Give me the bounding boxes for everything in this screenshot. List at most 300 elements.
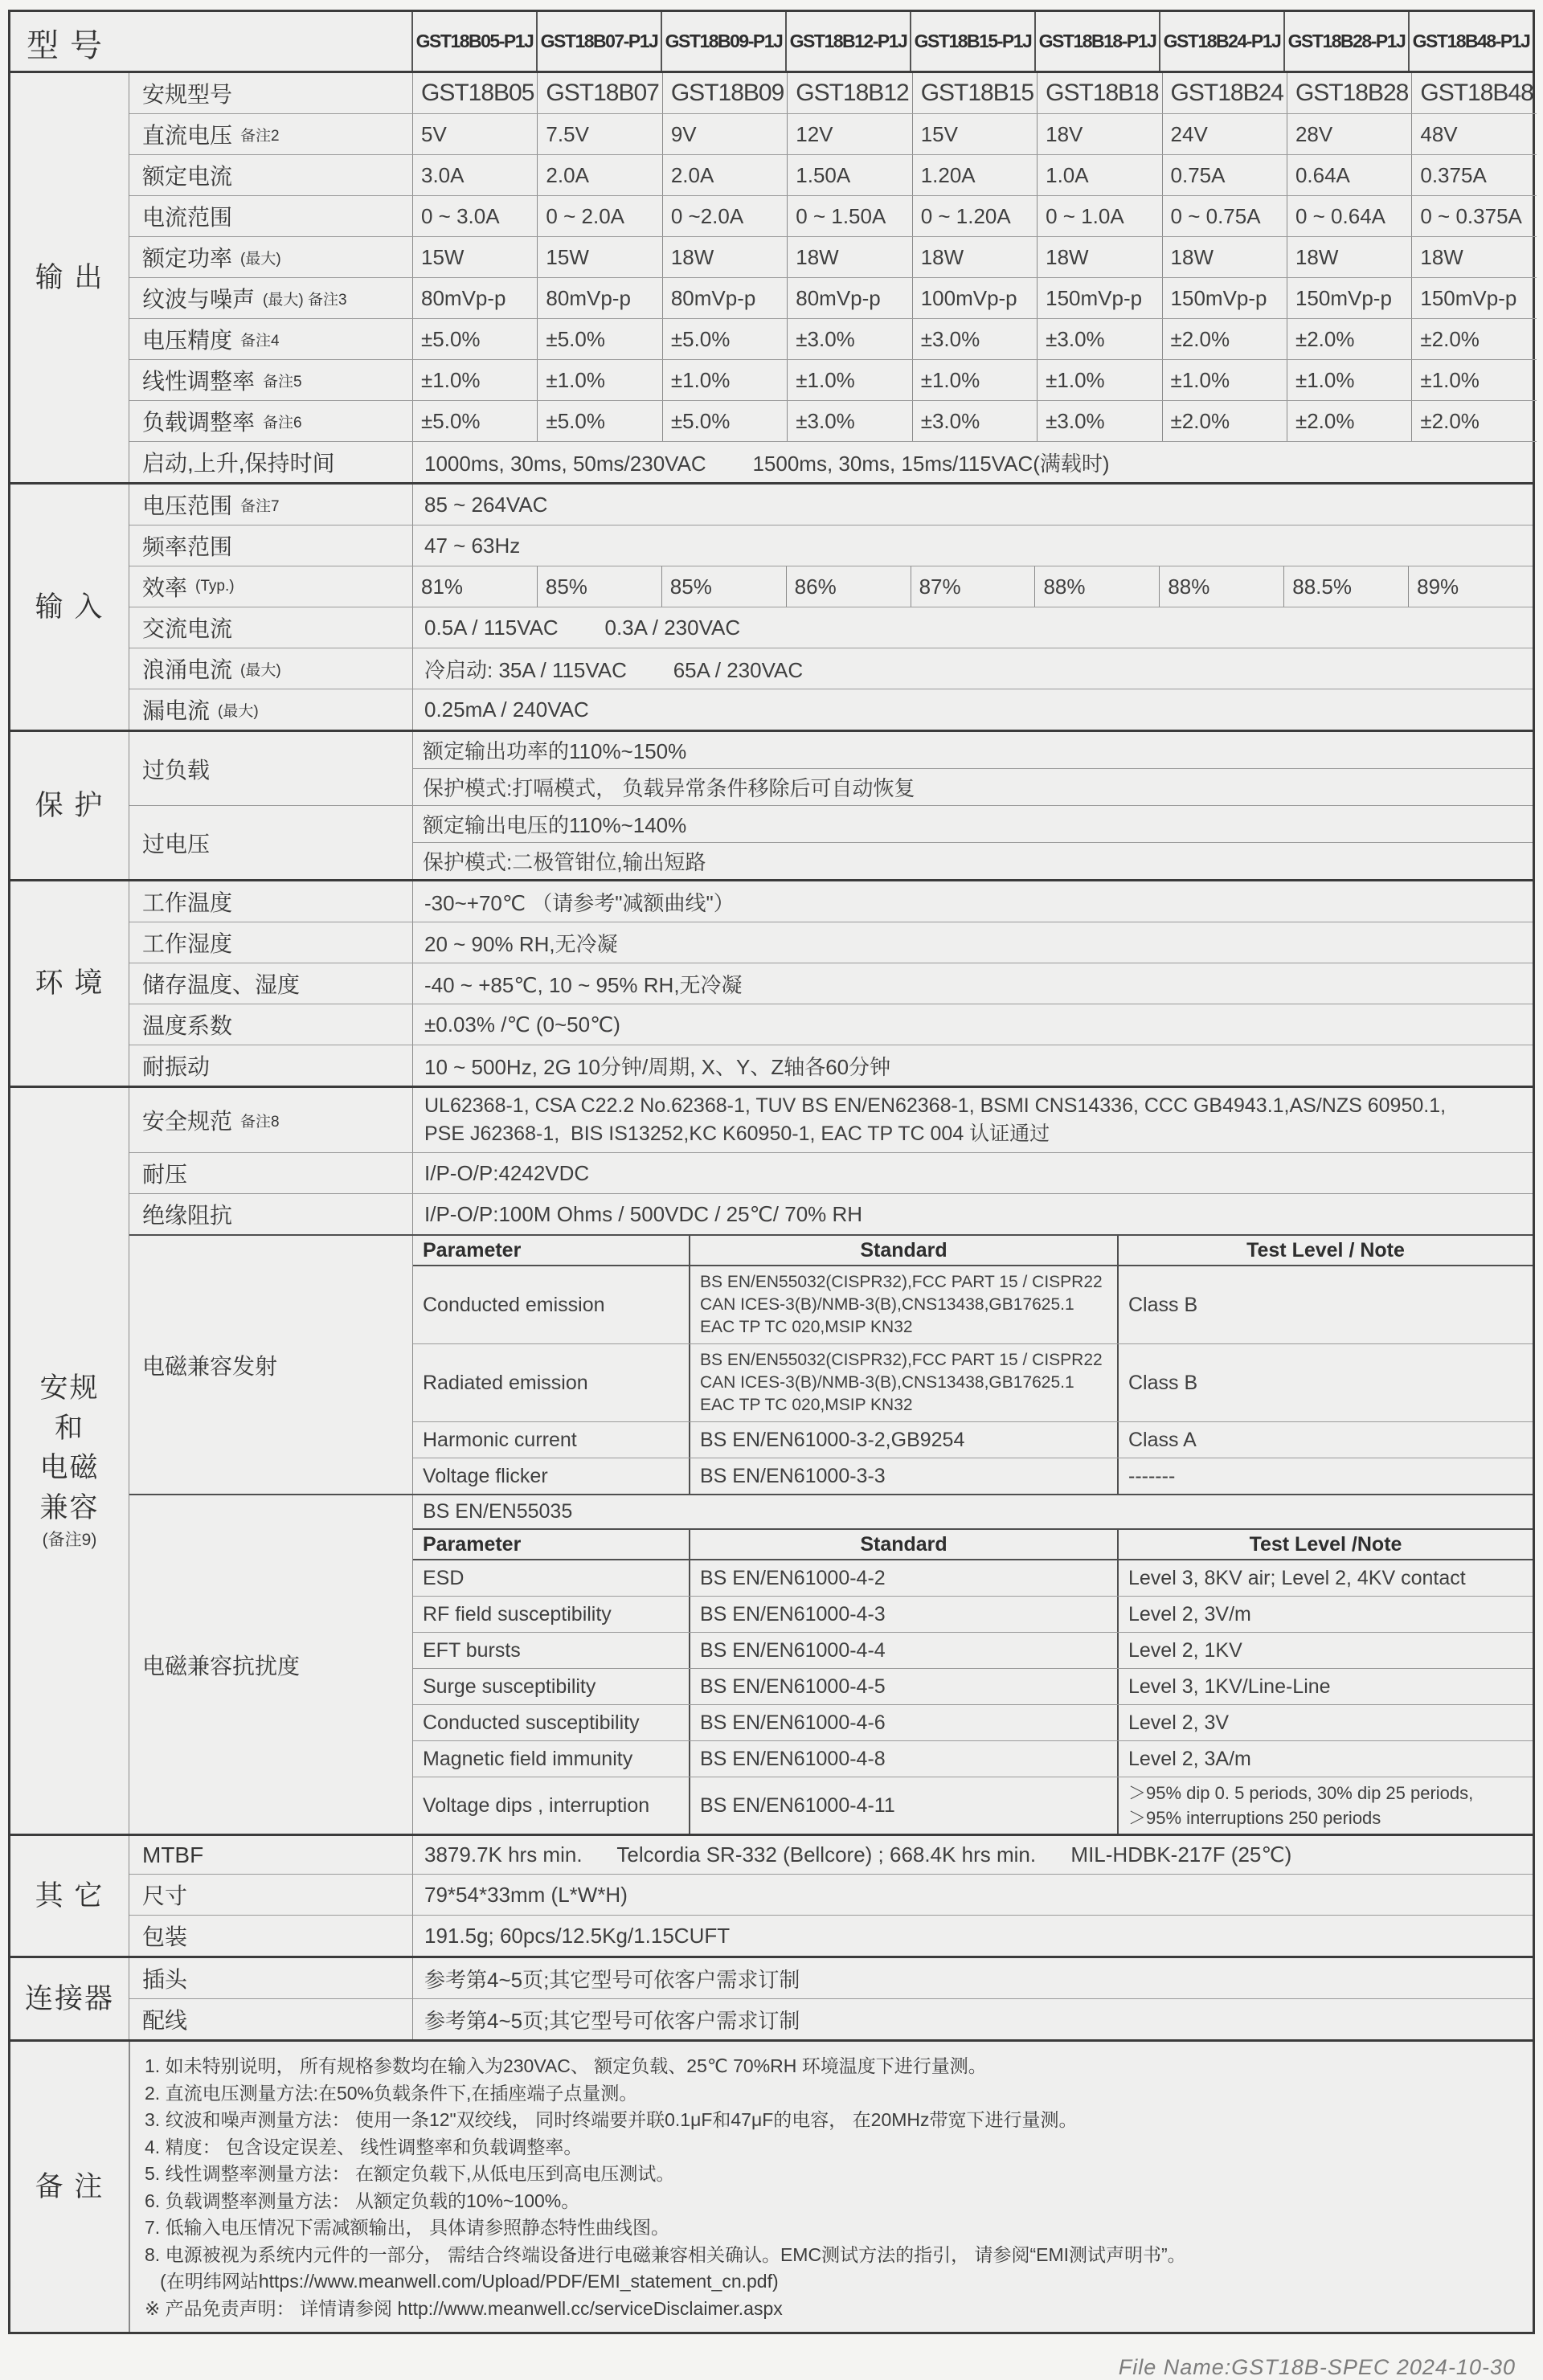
spec-row (129, 881, 1533, 922)
spec-row-label (129, 196, 412, 236)
spec-row (129, 236, 1537, 277)
section-connector (10, 1956, 1533, 2039)
emc-table-header (413, 1530, 1533, 1560)
spec-row (129, 689, 1533, 730)
spec-row (129, 1088, 1533, 1152)
spec-label-note: 备注6 (263, 414, 302, 431)
emc-level-line: Class A (1128, 1428, 1197, 1451)
spec-row-label (129, 319, 412, 359)
spec-span-cell: -30~+70℃ （请参考"减额曲线"） (412, 881, 1533, 922)
spec-label-text: 插头 (142, 1967, 188, 1992)
emc-standard-cell (689, 1741, 1117, 1777)
spec-label-text: 工作温度 (142, 890, 233, 915)
category-label: 和 (54, 1412, 84, 1444)
spec-label-note: 备注8 (240, 1113, 280, 1131)
spec-value-cell: ±5.0% (537, 319, 661, 359)
span-line: UL62368-1, CSA C22.2 No.62368-1, TUV BS EN/EN62368-1, BSMI CNS14336, CCC GB4943.1,AS/NZS 60950.1, (424, 1094, 1447, 1117)
spec-row-label (129, 566, 412, 607)
emc-level-line: Level 2, 3V (1128, 1711, 1230, 1734)
file-name-footer: File Name:GST18B-SPEC 2024-10-30 (1118, 2355, 1516, 2379)
spec-row-label (129, 806, 412, 879)
emc-table-row (413, 1740, 1533, 1777)
emc-header-cell: Parameter (423, 1238, 522, 1262)
spec-value-cell: ±5.0% (662, 401, 787, 441)
spec-label-text: MTBF (142, 1842, 204, 1867)
emc-standard-cell (689, 1597, 1117, 1632)
section-rows (129, 732, 1533, 879)
spec-row-label (129, 401, 412, 441)
spec-value-cell: ±2.0% (1287, 319, 1411, 359)
emc-level-cell (1117, 1633, 1533, 1668)
note-line: 3. 纹波和噪声测量方法： 使用一条12"双绞线， 同时终端要并联0.1μF和47μF的电容， 在20MHz带宽下进行量测。 (145, 2109, 1078, 2130)
spec-label-text: 储存温度、湿度 (142, 972, 301, 997)
spec-row-label (129, 485, 412, 525)
spec-span-cell: -40 ~ +85℃, 10 ~ 95% RH,无冷凝 (412, 963, 1533, 1004)
spec-label-text: 线性调整率 (142, 369, 256, 394)
spec-span-cell: I/P-O/P:4242VDC (412, 1153, 1533, 1193)
spec-row (129, 485, 1533, 525)
section-input (10, 482, 1533, 730)
emc-standard-line: BS EN/EN61000-4-8 (700, 1748, 886, 1770)
spec-value-cell: 3.0A (412, 155, 537, 195)
category-label: 其 它 (35, 1879, 104, 1912)
spec-span-cell: 0.5A / 115VAC 0.3A / 230VAC (412, 607, 1533, 648)
emc-parameter-cell: Magnetic field immunity (423, 1747, 633, 1770)
section-rows (129, 2042, 1533, 2332)
spec-row (129, 732, 1533, 805)
spec-value-cell: 18W (1411, 237, 1536, 277)
spec-value-cell: 18V (1037, 114, 1161, 154)
spec-value-cell: ±2.0% (1162, 319, 1287, 359)
spec-label-text: 交流电流 (142, 616, 233, 641)
section-rows (129, 881, 1533, 1086)
spec-label-text: 负载调整率 (142, 410, 256, 435)
spec-value-cell: 15V (912, 114, 1037, 154)
spec-label-text: 过负载 (142, 757, 211, 783)
spec-value-cell: GST18B09 (662, 73, 787, 113)
spec-label-text: 安规型号 (142, 82, 233, 107)
spec-value-cell: 80mVp-p (537, 278, 661, 318)
emc-table-row (413, 1596, 1533, 1632)
section-protection (10, 730, 1533, 879)
emc-level-cell (1117, 1597, 1533, 1632)
category-cell (10, 485, 129, 730)
emc-standard-line: BS EN/EN61000-3-3 (700, 1465, 886, 1487)
spec-row-label (129, 73, 412, 113)
emc-standard-cell (689, 1458, 1117, 1494)
spec-value-cell: ±3.0% (787, 401, 911, 441)
emc-standard-line: BS EN/EN61000-3-2,GB9254 (700, 1429, 965, 1451)
spec-span-cell: 参考第4~5页;其它型号可依客户需求订制 (412, 1958, 1533, 1998)
spec-value-cell: 0 ~ 0.375A (1411, 196, 1536, 236)
spec-value-cell: GST18B05 (412, 73, 537, 113)
emc-level-cell (1117, 1344, 1533, 1421)
spec-value-cell: GST18B18 (1037, 73, 1161, 113)
emc-header-cell: Parameter (423, 1532, 522, 1556)
spec-label-note: 备注5 (263, 373, 302, 391)
category-cell (10, 2042, 129, 2332)
spec-row-label (129, 1958, 412, 1998)
spec-label-text: 耐压 (142, 1162, 188, 1187)
spec-row (129, 1874, 1533, 1915)
emc-standard-line: BS EN/EN61000-4-5 (700, 1675, 886, 1698)
spec-value-cell: GST18B15 (912, 73, 1037, 113)
model-name: GST18B05-P1J (411, 12, 536, 71)
emc-table-row (413, 1458, 1533, 1494)
emc-level-line: Level 3, 1KV/Line-Line (1128, 1675, 1331, 1698)
emc-standard-cell (689, 1777, 1117, 1834)
spec-row-label (129, 1999, 412, 2039)
spec-label-text: 额定功率 (142, 246, 233, 271)
stacked-line: 额定输出功率的110%~150% (423, 739, 687, 763)
stacked-cells (412, 806, 1533, 879)
note-line: 8. 电源被视为系统内元件的一部分， 需结合终端设备进行电磁兼容相关确认。EMC测试方法的指引， 请参阅“EMI测试声明书”。 (145, 2243, 1186, 2265)
spec-row (129, 1193, 1533, 1234)
spec-value-cell: ±5.0% (412, 319, 537, 359)
spec-value-cell: 0 ~ 1.20A (912, 196, 1037, 236)
spec-value-cell: 81% (412, 566, 537, 607)
emc-parameter-cell: Conducted susceptibility (423, 1711, 640, 1734)
category-cell (10, 1836, 129, 1956)
model-name: GST18B12-P1J (785, 12, 910, 71)
spec-row-label (129, 648, 412, 689)
spec-span-cell: 191.5g; 60pcs/12.5Kg/1.15CUFT (412, 1916, 1533, 1956)
emc-header-cell: Test Level / Note (1117, 1236, 1533, 1265)
spec-value-cell: ±3.0% (912, 319, 1037, 359)
emc-standard-line: EAC TP TC 020,MSIP KN32 (700, 1318, 913, 1336)
category-cell (10, 881, 129, 1086)
spec-span-cell: 20 ~ 90% RH,无冷凝 (412, 922, 1533, 963)
spec-value-cell: 18W (1287, 237, 1411, 277)
spec-row (129, 1494, 1533, 1834)
spec-value-cell: ±5.0% (537, 401, 661, 441)
emc-standard-line: CAN ICES-3(B)/NMB-3(B),CNS13438,GB17625.1 (700, 1295, 1074, 1314)
spec-value-cell: 0 ~ 0.64A (1287, 196, 1411, 236)
models-header-row (10, 12, 1533, 73)
category-label: 备 注 (35, 2170, 104, 2202)
spec-value-cell: GST18B28 (1287, 73, 1411, 113)
spec-value-cell: 18W (787, 237, 911, 277)
spec-row (129, 154, 1537, 195)
spec-row-label (129, 1875, 412, 1915)
spec-row (129, 2042, 1533, 2332)
spec-row-label (129, 237, 412, 277)
spec-row (129, 1152, 1533, 1193)
spec-row (129, 566, 1533, 607)
spec-value-cell: 150mVp-p (1037, 278, 1161, 318)
spec-span-cell: ±0.03% /℃ (0~50℃) (412, 1004, 1533, 1045)
spec-label-text: 工作湿度 (142, 931, 233, 956)
category-cell (10, 732, 129, 879)
emc-level-cell (1117, 1705, 1533, 1740)
spec-row (129, 1045, 1533, 1086)
spec-label-text: 浪涌电流 (142, 657, 233, 682)
emc-parameter-cell: Voltage flicker (423, 1464, 548, 1487)
spec-span-cell: 10 ~ 500Hz, 2G 10分钟/周期, X、Y、Z轴各60分钟 (412, 1045, 1533, 1086)
spec-value-cell: 80mVp-p (662, 278, 787, 318)
spec-label-note: (最大) (240, 661, 281, 679)
spec-value-cell: ±2.0% (1287, 401, 1411, 441)
spec-row-label (129, 360, 412, 400)
spec-value-cell: ±1.0% (1162, 360, 1287, 400)
spec-span-cell: 79*54*33mm (L*W*H) (412, 1875, 1533, 1915)
model-name: GST18B24-P1J (1159, 12, 1283, 71)
spec-row-label (129, 1836, 412, 1874)
spec-value-cell: ±1.0% (1037, 360, 1161, 400)
emc-level-cell (1117, 1777, 1533, 1834)
stacked-cells (412, 732, 1533, 805)
emc-standard-cell (689, 1422, 1117, 1458)
spec-row (129, 277, 1537, 318)
spec-value-cell: 85% (661, 566, 786, 607)
spec-label-text: 漏电流 (142, 698, 211, 723)
spec-value-cell: ±1.0% (662, 360, 787, 400)
note-line: 1. 如未特别说明， 所有规格参数均在输入为230VAC、 额定负载、25℃ 70%RH 环境温度下进行量测。 (145, 2055, 987, 2076)
spec-value-cell: ±2.0% (1411, 401, 1536, 441)
category-cell (10, 1088, 129, 1834)
emc-parameter-cell: Surge susceptibility (423, 1675, 596, 1698)
spec-row (129, 400, 1537, 441)
emc-level-line: Level 2, 3V/m (1128, 1602, 1251, 1626)
category-cell (10, 73, 129, 482)
note-line: 2. 直流电压测量方法:在50%负载条件下,在插座端子点量测。 (145, 2082, 638, 2104)
spec-value-cell: ±5.0% (662, 319, 787, 359)
spec-label-text: 效率 (142, 575, 188, 600)
spec-label-text: 过电压 (142, 831, 211, 857)
section-rows (129, 485, 1533, 730)
spec-value-cell: ±2.0% (1162, 401, 1287, 441)
emc-level-cell (1117, 1560, 1533, 1596)
spec-label-text: 包装 (142, 1924, 188, 1949)
spec-label-note: 备注7 (240, 497, 280, 515)
spec-value-cell: ±1.0% (1411, 360, 1536, 400)
spec-value-cell: 2.0A (537, 155, 661, 195)
spec-row-label (129, 1153, 412, 1193)
emc-standard-cell (689, 1669, 1117, 1704)
spec-value-cell: 100mVp-p (912, 278, 1037, 318)
spec-value-cell: 1.0A (1037, 155, 1161, 195)
spec-value-cell: 18W (1037, 237, 1161, 277)
spec-row (129, 1004, 1533, 1045)
model-name: GST18B15-P1J (910, 12, 1034, 71)
emc-level-line: ＞95% dip 0. 5 periods, 30% dip 25 periods, (1128, 1783, 1474, 1803)
note-line: ※ 产品免责声明： 详情请参阅 http://www.meanwell.cc/serviceDisclaimer.aspx (145, 2297, 783, 2319)
spec-row (129, 607, 1533, 648)
emc-table-row (413, 1421, 1533, 1458)
emc-table-row (413, 1560, 1533, 1596)
spec-row (129, 195, 1537, 236)
emc-parameter-cell: RF field susceptibility (423, 1602, 612, 1626)
span-line: PSE J62368-1, BIS IS13252,KC K60950-1, EAC TP TC 004 认证通过 (424, 1123, 1050, 1145)
spec-label-text: 电磁兼容抗扰度 (142, 1653, 301, 1679)
spec-label-note: 备注4 (240, 332, 280, 350)
spec-label-text: 电压范围 (142, 493, 233, 518)
emc-level-line: ------- (1128, 1464, 1176, 1487)
emc-table-row (413, 1266, 1533, 1343)
spec-value-cell: 80mVp-p (787, 278, 911, 318)
section-rows (129, 73, 1537, 482)
emc-standard-line: BS EN/EN61000-4-4 (700, 1639, 886, 1662)
spec-row (129, 805, 1533, 879)
category-label: 输 出 (35, 261, 104, 293)
spec-value-cell: ±1.0% (537, 360, 661, 400)
spec-row-label (129, 922, 412, 963)
spec-value-cell: 0 ~ 0.75A (1162, 196, 1287, 236)
spec-value-cell: ±3.0% (912, 401, 1037, 441)
emc-level-line: Class B (1128, 1371, 1198, 1394)
spec-label-text: 配线 (142, 2008, 188, 2033)
emc-header-cell: Test Level /Note (1117, 1530, 1533, 1559)
spec-value-cell: GST18B24 (1162, 73, 1287, 113)
spec-value-cell: 150mVp-p (1411, 278, 1536, 318)
spec-value-cell: ±1.0% (787, 360, 911, 400)
emc-standard-cell (689, 1560, 1117, 1596)
spec-row-label (129, 607, 412, 648)
spec-value-cell: ±3.0% (787, 319, 911, 359)
spec-label-text: 绝缘阻抗 (142, 1203, 233, 1228)
emc-parameter-cell: ESD (423, 1566, 465, 1589)
emc-standard-cell (689, 1266, 1117, 1343)
category-label: 兼容 (39, 1491, 100, 1523)
note-line: 5. 线性调整率测量方法： 在额定负载下,从低电压到高电压测试。 (145, 2163, 675, 2184)
spec-value-cell: 1.20A (912, 155, 1037, 195)
section-rows (129, 1836, 1533, 1956)
spec-value-cell: 150mVp-p (1162, 278, 1287, 318)
spec-value-cell: ±1.0% (412, 360, 537, 400)
spec-row-label (129, 278, 412, 318)
spec-row (129, 648, 1533, 689)
stacked-line: 额定输出电压的110%~140% (423, 813, 687, 837)
note-line: (在明纬网站https://www.meanwell.com/Upload/PDF/EMI_statement_cn.pdf) (145, 2271, 779, 2292)
emc-parameter-cell: Voltage dips , interruption (423, 1793, 650, 1817)
section-environment (10, 879, 1533, 1086)
spec-value-cell: GST18B12 (787, 73, 911, 113)
spec-value-cell: ±2.0% (1411, 319, 1536, 359)
spec-value-cell: GST18B07 (537, 73, 661, 113)
emc-level-cell (1117, 1458, 1533, 1494)
emc-parameter-cell: Harmonic current (423, 1428, 577, 1451)
spec-span-cell: 冷启动: 35A / 115VAC 65A / 230VAC (412, 648, 1533, 689)
spec-label-text: 直流电压 (142, 123, 233, 148)
spec-row-label (129, 1495, 412, 1834)
model-name: GST18B18-P1J (1034, 12, 1159, 71)
model-name: GST18B48-P1J (1408, 12, 1533, 71)
emc-table-row (413, 1704, 1533, 1740)
spec-label-text: 电磁兼容发射 (142, 1353, 278, 1379)
spec-value-cell: 5V (412, 114, 537, 154)
emc-parameter-cell: Conducted emission (423, 1293, 605, 1316)
spec-label-text: 纹波与噪声 (142, 287, 256, 312)
spec-label-note: (Typ.) (195, 578, 235, 595)
emc-table-row (413, 1668, 1533, 1704)
spec-value-cell: GST18B48 (1411, 73, 1536, 113)
spec-row-label (129, 525, 412, 566)
spec-row-label (129, 1194, 412, 1234)
spec-value-cell: 0.75A (1162, 155, 1287, 195)
emc-level-line: ＞95% interruptions 250 periods (1128, 1808, 1381, 1828)
emc-level-cell (1117, 1741, 1533, 1777)
spec-span-cell: 3879.7K hrs min. Telcordia SR-332 (Bellcore) ; 668.4K hrs min. MIL-HDBK-217F (25℃) (412, 1836, 1533, 1874)
spec-value-cell: 89% (1408, 566, 1533, 607)
spec-table (8, 10, 1535, 2334)
spec-row (129, 922, 1533, 963)
spec-value-cell: ±3.0% (1037, 401, 1161, 441)
spec-row-label (129, 881, 412, 922)
spec-value-cell: 18W (662, 237, 787, 277)
section-safety-emc (10, 1086, 1533, 1834)
spec-label-note: (最大) (240, 250, 281, 268)
spec-row (129, 1234, 1533, 1494)
model-name: GST18B07-P1J (536, 12, 661, 71)
spec-value-cell: 88% (1159, 566, 1283, 607)
spec-value-cell: 0 ~ 1.50A (787, 196, 911, 236)
emc-level-cell (1117, 1266, 1533, 1343)
spec-label-text: 额定电流 (142, 164, 233, 189)
spec-row-label (129, 114, 412, 154)
spec-value-cell: 18W (912, 237, 1037, 277)
spec-label-text: 电流范围 (142, 205, 233, 230)
category-cell (10, 1958, 129, 2039)
spec-label-note: (最大) 备注3 (263, 291, 347, 309)
spec-row (129, 73, 1537, 113)
spec-value-cell: ±1.0% (912, 360, 1037, 400)
spec-span-cell: 1000ms, 30ms, 50ms/230VAC 1500ms, 30ms, 15ms/115VAC(满载时) (412, 442, 1537, 482)
spec-row (129, 963, 1533, 1004)
spec-sections (10, 73, 1533, 2332)
spec-value-cell: 86% (786, 566, 911, 607)
section-others (10, 1834, 1533, 1956)
spec-value-cell: 0 ~2.0A (662, 196, 787, 236)
spec-value-cell: 48V (1411, 114, 1536, 154)
spec-value-cell: 87% (911, 566, 1035, 607)
emc-standard-line: CAN ICES-3(B)/NMB-3(B),CNS13438,GB17625.1 (700, 1373, 1074, 1392)
emc-table-row (413, 1343, 1533, 1421)
spec-value-cell: 88% (1034, 566, 1159, 607)
spec-value-cell: ±5.0% (412, 401, 537, 441)
emc-header-cell: Standard (689, 1530, 1117, 1559)
emc-standard-cell (689, 1633, 1117, 1668)
spec-row-label (129, 1088, 412, 1152)
spec-value-cell: 0 ~ 2.0A (537, 196, 661, 236)
emc-table-row (413, 1632, 1533, 1668)
spec-value-cell: 12V (787, 114, 911, 154)
emc-header-cell: Standard (689, 1236, 1117, 1265)
spec-row (129, 1836, 1533, 1874)
category-label: 电磁 (39, 1452, 100, 1484)
emc-parameter-cell: EFT bursts (423, 1638, 521, 1662)
spec-value-cell: ±1.0% (1287, 360, 1411, 400)
spec-label-text: 启动,上升,保持时间 (142, 451, 335, 476)
spec-row-label (129, 1004, 412, 1045)
emc-standard-line: BS EN/EN55032(CISPR32),FCC PART 15 / CISPR22 (700, 1273, 1103, 1291)
emc-level-line: Level 3, 8KV air; Level 2, 4KV contact (1128, 1566, 1466, 1589)
model-name: GST18B09-P1J (661, 12, 785, 71)
spec-row (129, 1915, 1533, 1956)
spec-value-cell: 18W (1162, 237, 1287, 277)
spec-label-note: 备注2 (240, 127, 280, 145)
spec-value-cell: ±3.0% (1037, 319, 1161, 359)
spec-row (129, 441, 1537, 482)
emc-table-header (413, 1236, 1533, 1266)
spec-value-cell: 88.5% (1283, 566, 1408, 607)
emc-level-line: Level 2, 3A/m (1128, 1747, 1251, 1770)
spec-value-cell: 9V (662, 114, 787, 154)
spec-row-label (129, 963, 412, 1004)
spec-value-cell: 24V (1162, 114, 1287, 154)
spec-row (129, 318, 1537, 359)
spec-row-label (129, 1045, 412, 1086)
section-rows (129, 1088, 1533, 1834)
